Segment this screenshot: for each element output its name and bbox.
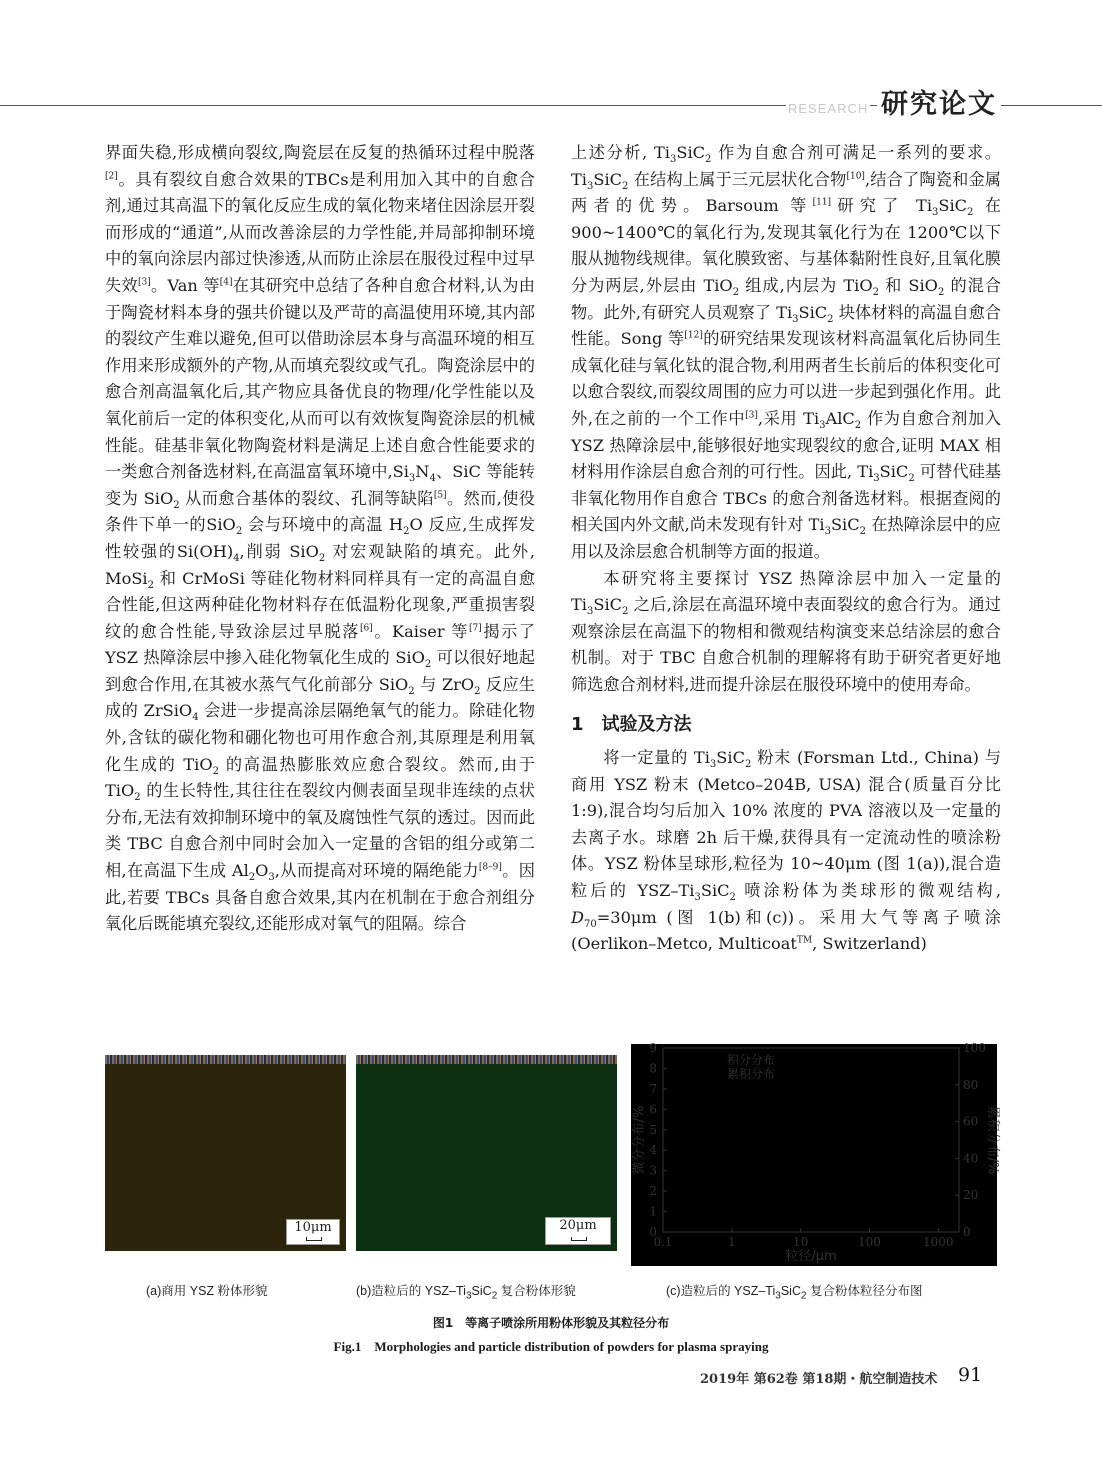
- paragraph: 本研究将主要探讨 YSZ 热障涂层中加入一定量的 $Ti_3SiC_2$ 之后,涂层在高温环境中表面裂纹的愈合行为。通过观察涂层在高温下的物相和微观结构演变来总结涂层的愈合机制。对于 TBC 自愈合机制的理解将有助于研究者更好地筛选愈合剂材料,进而提升涂层在服役环境中的使用寿命。: [571, 568, 1001, 694]
- y-tick-label: 8: [649, 1061, 657, 1076]
- scale-bar-a: 10μm: [286, 1219, 340, 1245]
- y2-tick-label: 20: [963, 1188, 979, 1203]
- y-tick-label: 1: [649, 1204, 657, 1219]
- section-heading: 1 试验及方法: [571, 714, 692, 736]
- x-tick-label: 1: [728, 1235, 736, 1249]
- y-tick-label: 0: [649, 1225, 657, 1239]
- chart-svg: [631, 1041, 1000, 1266]
- caption-a: (a)商用 YSZ 粉体形貌: [146, 1284, 268, 1298]
- y2-axis-label: 累积分布/%: [985, 1105, 1000, 1175]
- y-tick-label: 9: [649, 1041, 657, 1055]
- y2-tick-label: 60: [963, 1114, 979, 1129]
- micrograph-b: [356, 1055, 617, 1251]
- y2-tick-label: 100: [963, 1041, 986, 1055]
- x-tick-label: 1000: [923, 1235, 954, 1249]
- y2-tick-label: 40: [963, 1151, 979, 1166]
- journal-info: 2019年 第62卷 第18期・航空制造技术: [700, 1372, 938, 1387]
- y-tick-label: 2: [649, 1184, 657, 1199]
- x-axis-label: 粒径/μm: [785, 1249, 837, 1264]
- x-tick-label: 0.1: [653, 1235, 673, 1249]
- particle-size-chart: [631, 1041, 1000, 1266]
- y-tick-label: 4: [649, 1143, 657, 1158]
- y-axis-label: 微分分布/%: [632, 1105, 647, 1175]
- legend-item: 积分分布: [727, 1053, 776, 1067]
- micrograph-texture: [356, 1055, 617, 1064]
- paragraph: 上述分析, $Ti_3SiC_2$ 作为自愈合剂可满足一系列的要求。$Ti_3SiC_2$ 在结构上属于三元层状化合物[10],结合了陶瓷和金属两者的优势。Barsoum 等[11]研究了 $Ti_3SiC_2$ 在 900~1400℃的氧化行为,发现其氧化行为在 1200℃以下服从抛物线规律。氧化膜致密、与基体黏附性良好,且氧化膜分为两层,外层由 TiO$_2$ 组成,内层为 TiO$_2$ 和 SiO$_2$ 的混合物。此外,有研究人员观察了 $Ti_3SiC_2$ 块体材料的高温自愈合性能。Song 等[12]的研究结果发现该材料高温氧化后协同生成氧化硅与氧化钛的混合物,利用两者生长前后的体积变化可以愈合裂纹,而裂纹周围的应力可以进一步起到强化作用。此外,在之前的一个工作中[3],采用 $Ti_3AlC_2$ 作为自愈合剂加入 YSZ 热障涂层中,能够很好地实现裂纹的愈合,证明 MAX 相材料用作涂层自愈合剂的可行性。因此, $Ti_3SiC_2$ 可替代硅基非氧化物用作自愈合 TBCs 的愈合剂备选材料。根据查阅的相关国内外文献,尚未发现有针对 $Ti_3SiC_2$ 在热障涂层中的应用以及涂层愈合机制等方面的报道。: [571, 143, 1001, 561]
- y-tick-label: 5: [649, 1122, 657, 1137]
- figure-title-en: Fig.1 Morphologies and particle distribution of powders for plasma spraying: [333, 1339, 769, 1354]
- column-left: [105, 140, 535, 938]
- header-section-cn: 研究论文: [877, 82, 1001, 121]
- paragraph: 将一定量的 $Ti_3SiC_2$ 粉末 (Forsman Ltd., China) 与商用 YSZ 粉末 (Metco–204B, USA) 混合(质量百分比 1:9),混合均匀后加入 10% 浓度的 PVA 溶液以及一定量的去离子水。球磨 2h 后干燥,获得具有一定流动性的喷涂粉体。YSZ 粉体呈球形,粒径为 10~40μm (图 1(a)),混合造粒后的 YSZ–$Ti_3SiC_2$ 喷涂粉体为类球形的微观结构, $D_{70}=30\mu m$ (图 1(b)和(c))。采用大气等离子喷涂(Oerlikon–Metco, Multicoat™, Switzerland): [571, 748, 1001, 954]
- micrograph-texture: [105, 1055, 346, 1064]
- scale-bar-b: 20μm: [545, 1217, 611, 1245]
- caption-b: (b)造粒后的 YSZ–$Ti_3SiC_2$ 复合粉体形貌: [356, 1284, 576, 1302]
- y2-tick-label: 0: [963, 1225, 971, 1239]
- legend-item: 累积分布: [727, 1067, 776, 1081]
- header-section-en: RESEARCH: [788, 101, 869, 116]
- caption-c: (c)造粒后的 YSZ–$Ti_3SiC_2$ 复合粉体粒径分布图: [666, 1284, 923, 1302]
- column-right: [571, 140, 1001, 958]
- y-tick-label: 6: [649, 1102, 657, 1117]
- micrograph-a: [105, 1055, 346, 1251]
- x-tick-label: 100: [858, 1235, 881, 1249]
- x-tick-label: 10: [793, 1235, 809, 1249]
- figure-title-cn: 图1 等离子喷涂所用粉体形貌及其粒径分布: [432, 1316, 670, 1330]
- paragraph: 界面失稳,形成横向裂纹,陶瓷层在反复的热循环过程中脱落[2]。具有裂纹自愈合效果的TBCs是利用加入其中的自愈合剂,通过其高温下的氧化反应生成的氧化物来堵住因涂层开裂而形成的“通道”,从而改善涂层的力学性能,并局部抑制环境中的氧向涂层内部过快渗透,从而防止涂层在服役过程中过早失效[3]。Van 等[4]在其研究中总结了各种自愈合材料,认为由于陶瓷材料本身的强共价键以及严苛的高温使用环境,其内部的裂纹产生难以避免,但可以借助涂层本身与高温环境的相互作用来形成额外的产物,从而填充裂纹或气孔。陶瓷涂层中的愈合剂高温氧化后,其产物应具备优良的物理/化学性能以及氧化前后一定的体积变化,从而可以有效恢复陶瓷涂层的机械性能。硅基非氧化物陶瓷材料是满足上述自愈合性能要求的一类愈合剂备选材料,在高温富氧环境中$,Si_3N_4$、SiC 等能转变为 SiO$_2$ 从而愈合基体的裂纹、孔洞等缺陷[5]。然而,使役条件下单一的SiO$_2$ 会与环境中的高温 $H_2O$ 反应,生成挥发性较强的$Si(OH)_4$,削弱 SiO$_2$ 对宏观缺陷的填充。此外, MoSi$_2$ 和 CrMoSi 等硅化物材料同样具有一定的高温自愈合性能,但这两种硅化物材料存在低温粉化现象,严重损害裂纹的愈合性能,导致涂层过早脱落[6]。Kaiser 等[7]揭示了 YSZ 热障涂层中掺入硅化物氧化生成的 SiO$_2$ 可以很好地起到愈合作用,在其被水蒸气气化前部分 SiO$_2$ 与 ZrO$_2$ 反应生成的 ZrSiO$_4$ 会进一步提高涂层隔绝氧气的能力。除硅化物外,含钛的碳化物和硼化物也可用作愈合剂,其原理是利用氧化生成的 TiO$_2$ 的高温热膨胀效应愈合裂纹。然而,由于 TiO$_2$ 的生长特性,其往往在裂纹内侧表面呈现非连续的点状分布,无法有效抑制环境中的氧及腐蚀性气氛的透过。因而此类 TBC 自愈合剂中同时会加入一定量的含铝的组分或第二相,在高温下生成 $Al_2O_3$,从而提高对环境的隔绝能力[8–9]。因此,若要 TBCs 具备自愈合效果,其内在机制在于愈合剂组分氧化后既能填充裂纹,还能形成对氧气的阻隔。综合: [105, 143, 535, 934]
- page-number: 91: [958, 1364, 983, 1386]
- y2-tick-label: 80: [963, 1077, 979, 1092]
- y-tick-label: 3: [649, 1163, 657, 1178]
- y-tick-label: 7: [649, 1081, 657, 1096]
- plot-frame: [663, 1048, 959, 1232]
